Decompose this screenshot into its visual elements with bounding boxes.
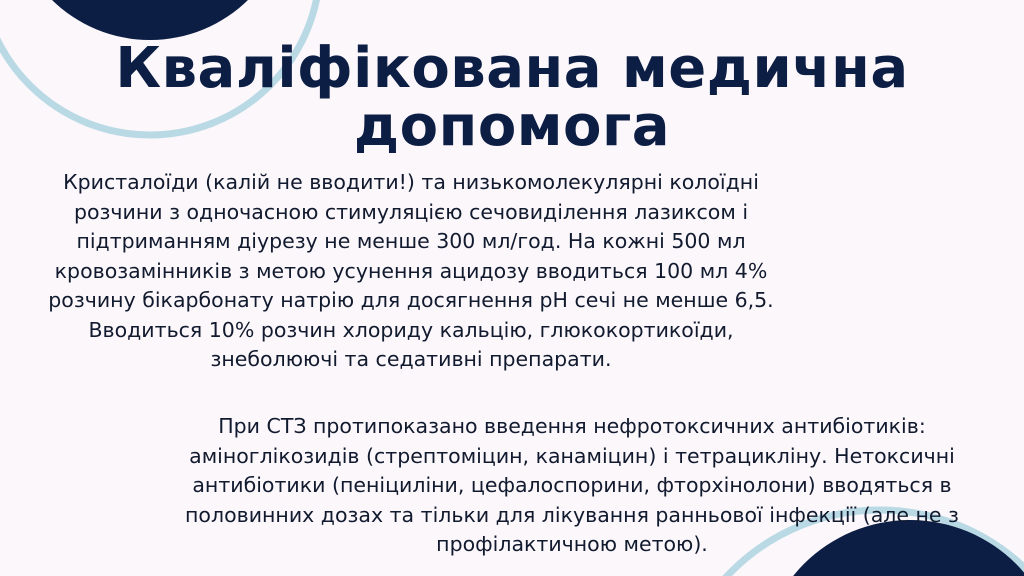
paragraph-line: При СТЗ протипоказано введення нефротоксичних антибіотиків: [218,414,926,438]
treatment-paragraph [0,168,822,375]
paragraph-line: половинних дозах та тільки для лікування ранньової інфекції (але не з [185,502,959,527]
slide-title-line-2: допомога [353,94,671,159]
antibiotics-paragraph [120,412,1024,560]
paragraph-line: антибіотики (пеніциліни, цефалоспорини, фторхінолони) вводяться в [192,473,952,497]
top-left-navy-circle-decoration [10,0,290,40]
paragraph-line: знеболюючі та седативні препарати. [210,347,612,371]
paragraph-line: Вводиться 10% розчин хлориду кальцію, глюкокортикоїди, [88,317,734,342]
paragraph-line: розчини з одночасною стимуляцією сечовиділення лазиксом і [73,199,749,224]
paragraph-line: аміноглікозидів (стрептоміцин, канаміцин) і тетрацикліну. Нетоксичні [189,443,955,468]
paragraph-line: профілактичною метою). [436,532,708,556]
slide-title-line-1: Кваліфікована медична [115,36,909,101]
slide-title [0,36,1024,159]
paragraph-line: підтриманням діурезу не менше 300 мл/год. На кожні 500 мл [76,229,746,253]
paragraph-line: розчину бікарбонату натрію для досягнення pH сечі не менше 6,5. [48,288,774,312]
paragraph-line: кровозамінників з метою усунення ацидозу вводиться 100 мл 4% [54,258,768,283]
paragraph-line: Кристалоїди (калій не вводити!) та низькомолекулярні колоїдні [63,170,759,194]
